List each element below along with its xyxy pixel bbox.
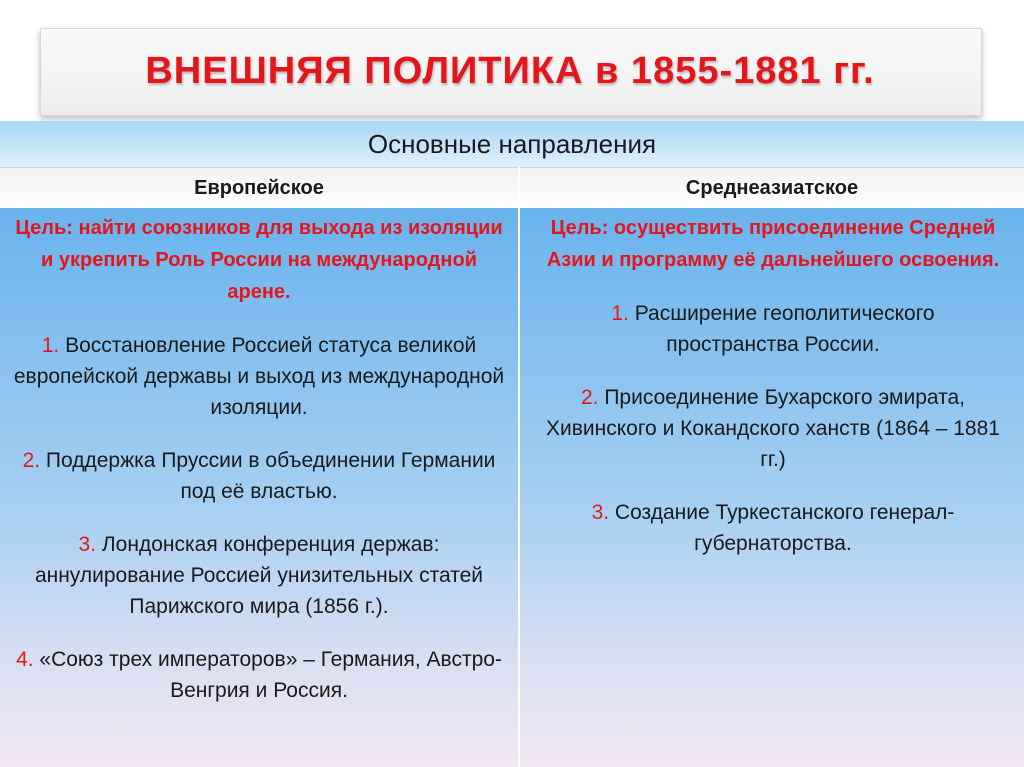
column-european [6, 208, 512, 767]
item-number: 1. [41, 334, 60, 357]
page-title: ВНЕШНЯЯ ПОЛИТИКА в 1855-1881 гг. [145, 49, 875, 92]
column-central-asian [528, 208, 1018, 767]
item-text: Создание Туркестанского генерал-губернаторства. [609, 501, 955, 555]
column-header-european: Европейское [194, 176, 324, 199]
item-text: Восстановление Россией статуса великой европейской державы и выход из международной изоляции. [13, 334, 505, 419]
item-text: Присоединение Бухарского эмирата, Хивинского и Кокандского ханств (1864 – 1881 гг.) [546, 386, 1000, 471]
list-item [528, 298, 1018, 360]
directions-table [0, 121, 1024, 767]
item-text: Поддержка Пруссии в объединении Германии под её властью. [40, 449, 496, 503]
list-item [6, 644, 512, 706]
goal-european: Цель: найти союзников для выхода из изоляции и укрепить Роль России на международной арене. [15, 217, 503, 303]
column-headers [0, 167, 1024, 209]
column-divider [518, 167, 520, 767]
item-text: Лондонская конференция держав: аннулирование Россией унизительных статей Парижского мира (1856 г.). [34, 533, 484, 618]
column-header-central-asian: Среднеазиатское [685, 176, 859, 199]
item-number: 3. [78, 533, 97, 556]
list-item [528, 382, 1018, 475]
item-text: Расширение геополитического пространства России. [628, 302, 935, 356]
list-item [6, 529, 512, 622]
table-header: Основные направления [0, 121, 1024, 167]
item-number: 2. [580, 386, 599, 409]
list-item [6, 330, 512, 423]
list-item [528, 497, 1018, 559]
item-text: «Союз трех императоров» – Германия, Австро-Венгрия и Россия. [33, 648, 502, 702]
item-number: 2. [22, 449, 41, 472]
item-number: 4. [16, 648, 34, 671]
table-body [0, 208, 1024, 767]
item-number: 3. [591, 501, 610, 524]
list-item [6, 445, 512, 507]
goal-central-asian: Цель: осуществить присоединение Средней Азии и программу её дальнейшего освоения. [546, 217, 1000, 271]
item-number: 1. [611, 302, 629, 325]
